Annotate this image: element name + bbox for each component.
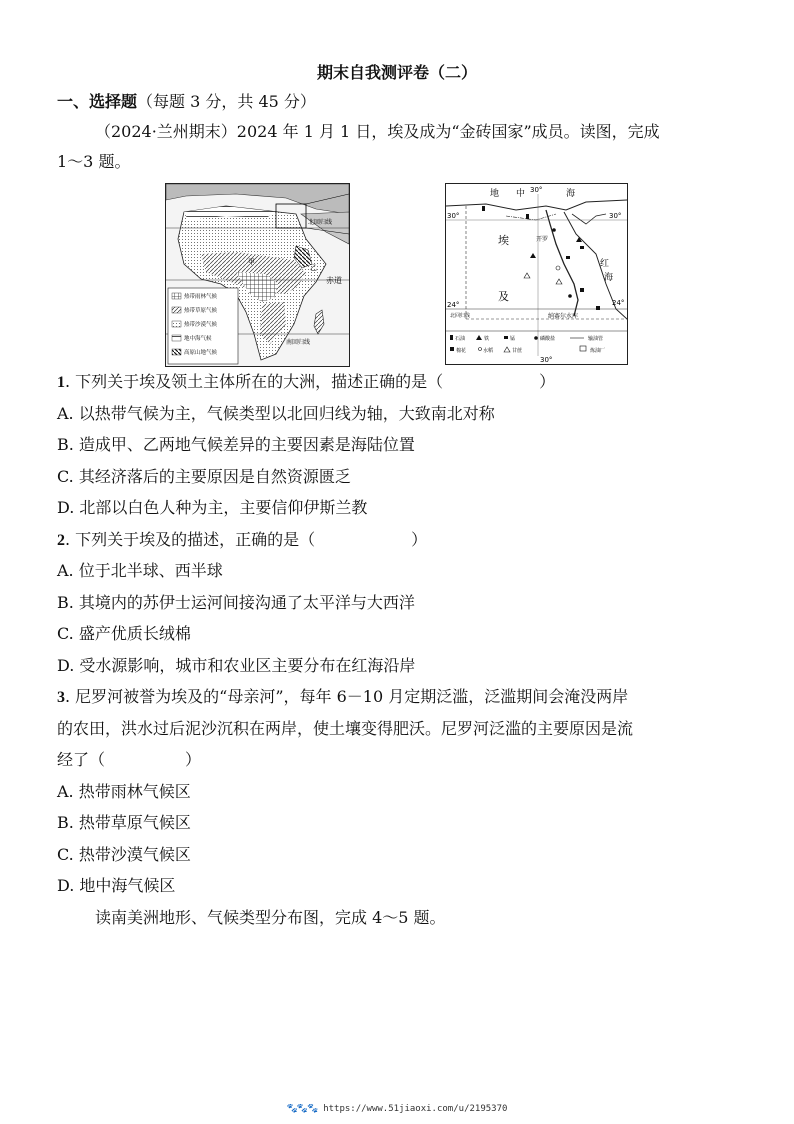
- question-1-text: . 下列关于埃及领土主体所在的大洲，描述正确的是（ ）: [65, 372, 556, 391]
- egypt-map-svg: [446, 184, 627, 364]
- egypt-legend-phosphate: 磷酸盐: [540, 336, 556, 342]
- question-1-option-a: A. 以热带气候为主，气候类型以北回归线为轴，大致南北对称: [57, 404, 495, 423]
- question-3-text-1: . 尼罗河被誉为埃及的“母亲河”，每年 6－10 月定期泛滥，泛滥期间会淹没两岸: [65, 687, 629, 706]
- egypt-resource-map: [445, 183, 628, 365]
- africa-tropic-north-label: 北回归线: [308, 219, 333, 226]
- page-title: 期末自我测评卷（二）: [316, 63, 477, 82]
- question-3-option-c: C. 热带沙漠气候区: [57, 845, 191, 864]
- africa-legend-highland: 高原山地气候: [184, 350, 218, 356]
- africa-map-svg: [166, 184, 349, 366]
- egypt-cairo-label: 开罗: [536, 236, 549, 243]
- intro-2: 读南美洲地形、气候类型分布图，完成 4～5 题。: [95, 908, 446, 927]
- question-3-stem-line-2: 的农田，洪水过后泥沙沉积在两岸，使土壤变得肥沃。尼罗河泛滥的主要原因是流: [57, 719, 634, 738]
- egypt-legend-sugarcane: 甘蔗: [512, 348, 523, 354]
- egypt-lat30-left: 30°: [447, 212, 460, 220]
- egypt-redsea-char-1: 红: [600, 259, 610, 269]
- egypt-legend-refinery: 炼油厂: [590, 348, 606, 354]
- egypt-lat24-left: 24°: [447, 301, 460, 309]
- question-1-number: 1: [57, 374, 65, 391]
- question-2-option-c: C. 盛产优质长绒棉: [57, 624, 191, 643]
- intro-line-2: 1～3 题。: [57, 152, 131, 171]
- footer-logo-icon: 🐾🐾🐾: [286, 1104, 318, 1114]
- question-3-stem-line-1: [57, 686, 628, 709]
- section-heading: [57, 91, 316, 113]
- question-3-stem-line-3: 经了（ ）: [57, 750, 202, 769]
- africa-legend-mediterranean: 地中海气候: [184, 336, 212, 342]
- intro-line-1: （2024·兰州期末）2024 年 1 月 1 日，埃及成为“金砖国家”成员。读图，完成: [95, 122, 660, 141]
- question-2-text: . 下列关于埃及的描述，正确的是（ ）: [65, 530, 428, 549]
- africa-tropic-south-label: 南回归线: [286, 339, 311, 346]
- egypt-sea-char-3: 海: [566, 189, 576, 199]
- africa-jia-label: 甲: [248, 258, 255, 266]
- africa-legend-desert: 热带沙漠气候: [184, 322, 218, 328]
- question-1-option-c: C. 其经济落后的主要原因是自然资源匮乏: [57, 467, 351, 486]
- question-1-stem: [57, 371, 555, 394]
- africa-climate-map: [165, 183, 350, 367]
- egypt-sea-char-1: 地: [490, 189, 500, 199]
- egypt-nasser-label: 纳赛尔水库: [548, 313, 579, 320]
- africa-legend-rainforest: 热带雨林气候: [184, 294, 218, 300]
- egypt-tropic-label: 北回归线: [450, 313, 471, 319]
- egypt-legend-iron: 铁: [484, 336, 490, 342]
- egypt-sea-char-2: 中: [516, 189, 526, 199]
- egypt-lat30-right: 30°: [609, 212, 622, 220]
- question-3-option-a: A. 热带雨林气候区: [57, 782, 191, 801]
- egypt-redsea-char-2: 海: [604, 273, 614, 283]
- footer-url[interactable]: https://www.51jiaoxi.com/u/2195370: [323, 1104, 508, 1114]
- question-2-number: 2: [57, 532, 65, 549]
- question-3-option-d: D. 地中海气候区: [57, 876, 176, 895]
- egypt-lon30-bottom: 30°: [540, 356, 553, 364]
- egypt-country-char-1: 埃: [498, 234, 509, 247]
- africa-equator-label: 赤道: [326, 276, 342, 285]
- africa-yi-label: 乙: [310, 264, 317, 272]
- egypt-lon30-top: 30°: [530, 186, 543, 194]
- question-2-option-d: D. 受水源影响，城市和农业区主要分布在红海沿岸: [57, 656, 416, 675]
- egypt-legend-cotton: 棉花: [456, 348, 467, 354]
- egypt-legend-pipeline: 输油管: [588, 336, 604, 342]
- question-2-option-a: A. 位于北半球、西半球: [57, 561, 223, 580]
- section-label: 一、选择题: [57, 92, 138, 111]
- question-1-option-b: B. 造成甲、乙两地气候差异的主要因素是海陆位置: [57, 435, 415, 454]
- question-3-option-b: B. 热带草原气候区: [57, 813, 191, 832]
- section-note: （每题 3 分，共 45 分）: [137, 92, 316, 111]
- question-1-option-d: D. 北部以白色人种为主，主要信仰伊斯兰教: [57, 498, 368, 517]
- africa-legend-savanna: 热带草原气候: [184, 308, 218, 314]
- question-2-stem: [57, 529, 427, 552]
- question-3-number: 3: [57, 689, 65, 706]
- egypt-legend-oil: 石油: [455, 336, 466, 342]
- footer: [0, 1104, 794, 1114]
- egypt-country-char-2: 及: [498, 290, 509, 303]
- egypt-lat24-right: 24°: [612, 299, 625, 307]
- question-2-option-b: B. 其境内的苏伊士运河间接沟通了太平洋与大西洋: [57, 593, 415, 612]
- egypt-legend-rice: 水稻: [483, 348, 494, 354]
- egypt-legend-manganese: 锰: [510, 336, 516, 342]
